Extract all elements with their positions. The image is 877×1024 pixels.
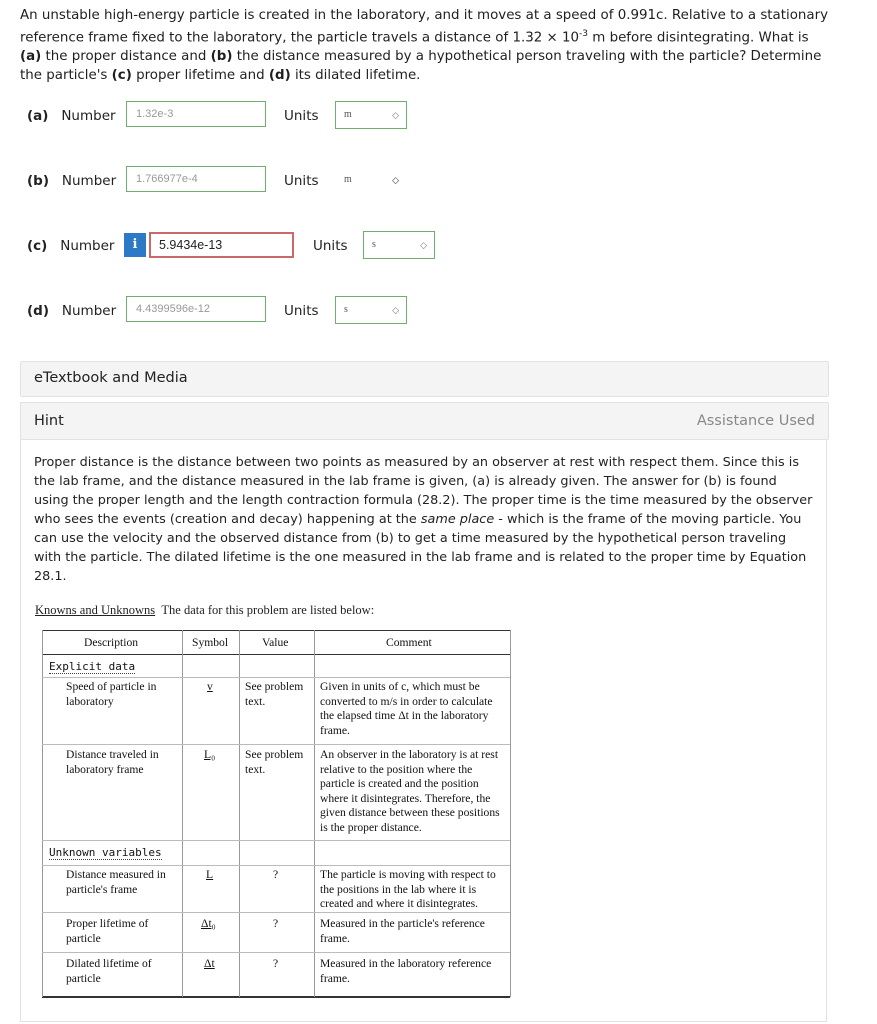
part-d-unit-select[interactable]: s ◇ (335, 296, 407, 324)
row5-description: Dilated lifetime of particle (66, 957, 152, 985)
part-b-label: (b) Number (27, 173, 117, 189)
etextbook-title: eTextbook and Media (34, 370, 188, 386)
part-b-number-input[interactable]: 1.766977e-4 (126, 166, 266, 192)
row3-comment: The particle is moving with respect to the positions in the lab where it is created and where it disintegrates. (320, 868, 496, 910)
row4-value: ? (273, 917, 279, 930)
etextbook-panel[interactable] (20, 361, 829, 397)
row3-description: Distance measured in particle's frame (66, 868, 166, 896)
row2-comment: An observer in the laboratory is at rest relative to the position where the particle is created and the position where it disintegrates. Therefore, the given distance between these positions is the proper distance. (320, 748, 500, 834)
part-c-units-label: Units (313, 238, 348, 254)
row1-comment: Given in units of c, which must be converted to m/s in order to calculate the elapsed time Δt in the laboratory frame. (320, 680, 493, 737)
explicit-data-label: Explicit data (49, 660, 136, 673)
unknown-variables-label: Unknown variables (49, 846, 162, 859)
header-comment: Comment (386, 636, 432, 649)
row4-symbol: Δt₀ (201, 917, 216, 930)
row3-symbol: L (206, 868, 214, 881)
chevron-updown-icon: ◇ (392, 110, 399, 120)
part-b-unit-select[interactable]: m ◇ (335, 166, 407, 194)
chevron-updown-icon: ◇ (392, 175, 399, 185)
part-c-label: (c) Number (27, 238, 115, 254)
part-c-unit-select[interactable]: s ◇ (363, 231, 435, 259)
row5-comment: Measured in the laboratory reference frame. (320, 957, 492, 985)
header-symbol: Symbol (192, 636, 229, 649)
row1-description: Speed of particle in laboratory (66, 680, 157, 708)
table-header-rule (42, 654, 510, 655)
table-top-rule (42, 630, 510, 631)
row-rule (42, 840, 510, 841)
header-value: Value (262, 636, 289, 649)
col-divider-3 (314, 630, 315, 997)
hint-header[interactable] (20, 402, 829, 440)
part-c-number-input[interactable]: 5.9434e-13 (149, 232, 294, 258)
part-d-number-input[interactable]: 4.4399596e-12 (126, 296, 266, 322)
assistance-used-label: Assistance Used (696, 413, 815, 429)
row-rule (42, 744, 510, 745)
part-a-units-label: Units (284, 108, 319, 124)
row-rule (42, 952, 510, 953)
knowns-heading: Knowns and Unknowns The data for this problem are listed below: (35, 603, 375, 617)
row-rule (42, 677, 510, 678)
row3-value: ? (273, 868, 279, 881)
chevron-updown-icon: ◇ (420, 240, 427, 250)
row2-value: See problem text. (245, 748, 304, 776)
question-text: An unstable high-energy particle is created in the laboratory, and it moves at a speed of 0.991c. Relative to a stationary reference frame fixed to the laboratory, the particle travels a distance of $1.32 \times 10^{-3}$ m before disintegrating. What is (a) the proper distance and (b) the distance measured by a hypothetical person traveling with the particle? Determine the particle's (c) proper lifetime and (d) its dilated lifetime. (20, 8, 829, 84)
col-divider-2 (239, 630, 240, 997)
part-a-unit-select[interactable]: m ◇ (335, 101, 407, 129)
row5-value: ? (273, 957, 279, 970)
hint-title: Hint (34, 413, 64, 429)
row1-value: See problem text. (245, 680, 304, 708)
part-b-units-label: Units (284, 173, 319, 189)
row4-description: Proper lifetime of particle (66, 917, 149, 945)
row1-symbol: v (207, 680, 213, 693)
header-description: Description (84, 636, 139, 649)
hint-text: Proper distance is the distance between two points as measured by an observer at rest with respect them. Since this is the lab frame, and the distance measured in the lab frame is given, (a) is already given. The answer for (b) is found using the proper length and the length contraction formula (28.2). The proper time is the time measured by the observer who sees the events (creation and decay) happening at the same place - which is the frame of the moving particle. You can use the velocity and the observed distance from (b) to get a time measured by the hypothetical person traveling with the particle. The dilated lifetime is the one measured in the lab frame and is related to the proper time by Equation 28.1. (34, 455, 813, 584)
table-left-border (42, 630, 43, 997)
row2-description: Distance traveled in laboratory frame (66, 748, 159, 776)
row-rule (42, 865, 510, 866)
row2-symbol: L₀ (204, 748, 216, 761)
part-d-label: (d) Number (27, 303, 117, 319)
row-rule (42, 912, 510, 913)
table-right-border (510, 630, 511, 997)
row5-symbol: Δt (204, 957, 215, 970)
part-a-label: (a) Number (27, 108, 116, 124)
part-a-number-input[interactable]: 1.32e-3 (126, 101, 266, 127)
part-d-units-label: Units (284, 303, 319, 319)
info-icon[interactable]: i (124, 233, 146, 257)
col-divider-1 (182, 630, 183, 997)
chevron-updown-icon: ◇ (392, 305, 399, 315)
table-bottom-rule (42, 996, 510, 998)
row4-comment: Measured in the particle's reference frame. (320, 917, 485, 945)
